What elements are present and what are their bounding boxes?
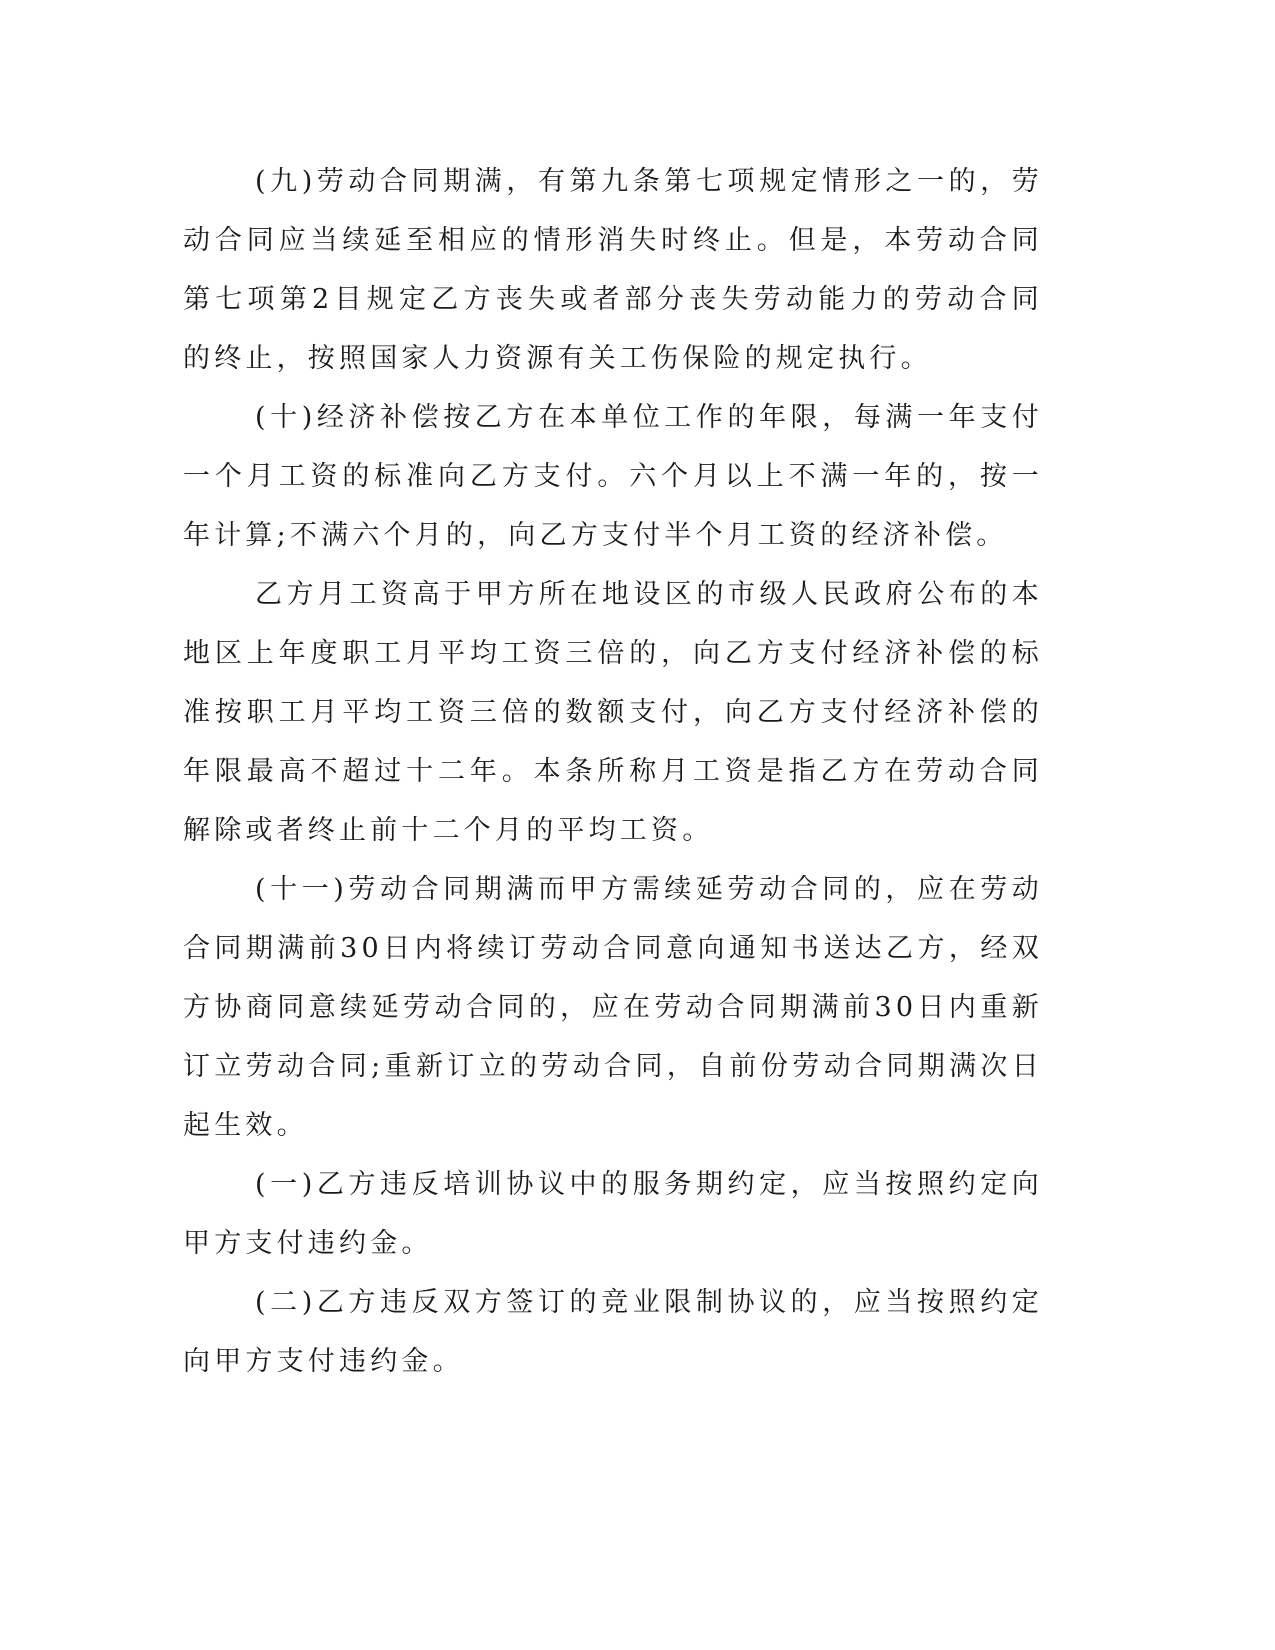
document-body (183, 152, 1043, 1391)
paragraph-11-contract-renewal: (十一)劳动合同期满而甲方需续延劳动合同的，应在劳动合同期满前30日内将续订劳动合同意向通知书送达乙方，经双方协商同意续延劳动合同的，应在劳动合同期满前30日内重新订立劳动合同;重新订立的劳动合同，自前份劳动合同期满次日起生效。 (183, 874, 1043, 1141)
paragraph-2-non-compete-penalty: (二)乙方违反双方签订的竞业限制协议的，应当按照约定向甲方支付违约金。 (183, 1287, 1043, 1377)
paragraph-1-training-penalty: (一)乙方违反培训协议中的服务期约定，应当按照约定向甲方支付违约金。 (183, 1169, 1043, 1259)
paragraph-10-economic-compensation: (十)经济补偿按乙方在本单位工作的年限，每满一年支付一个月工资的标准向乙方支付。六个月以上不满一年的，按一年计算;不满六个月的，向乙方支付半个月工资的经济补偿。 (183, 402, 1043, 551)
paragraph-9-contract-expiry: (九)劳动合同期满，有第九条第七项规定情形之一的，劳动合同应当续延至相应的情形消失时终止。但是，本劳动合同第七项第2目规定乙方丧失或者部分丧失劳动能力的劳动合同的终止，按照国家人力资源有关工伤保险的规定执行。 (183, 166, 1043, 374)
paragraph-monthly-wage-cap: 乙方月工资高于甲方所在地设区的市级人民政府公布的本地区上年度职工月平均工资三倍的，向乙方支付经济补偿的标准按职工月平均工资三倍的数额支付，向乙方支付经济补偿的年限最高不超过十二年。本条所称月工资是指乙方在劳动合同解除或者终止前十二个月的平均工资。 (183, 579, 1043, 846)
